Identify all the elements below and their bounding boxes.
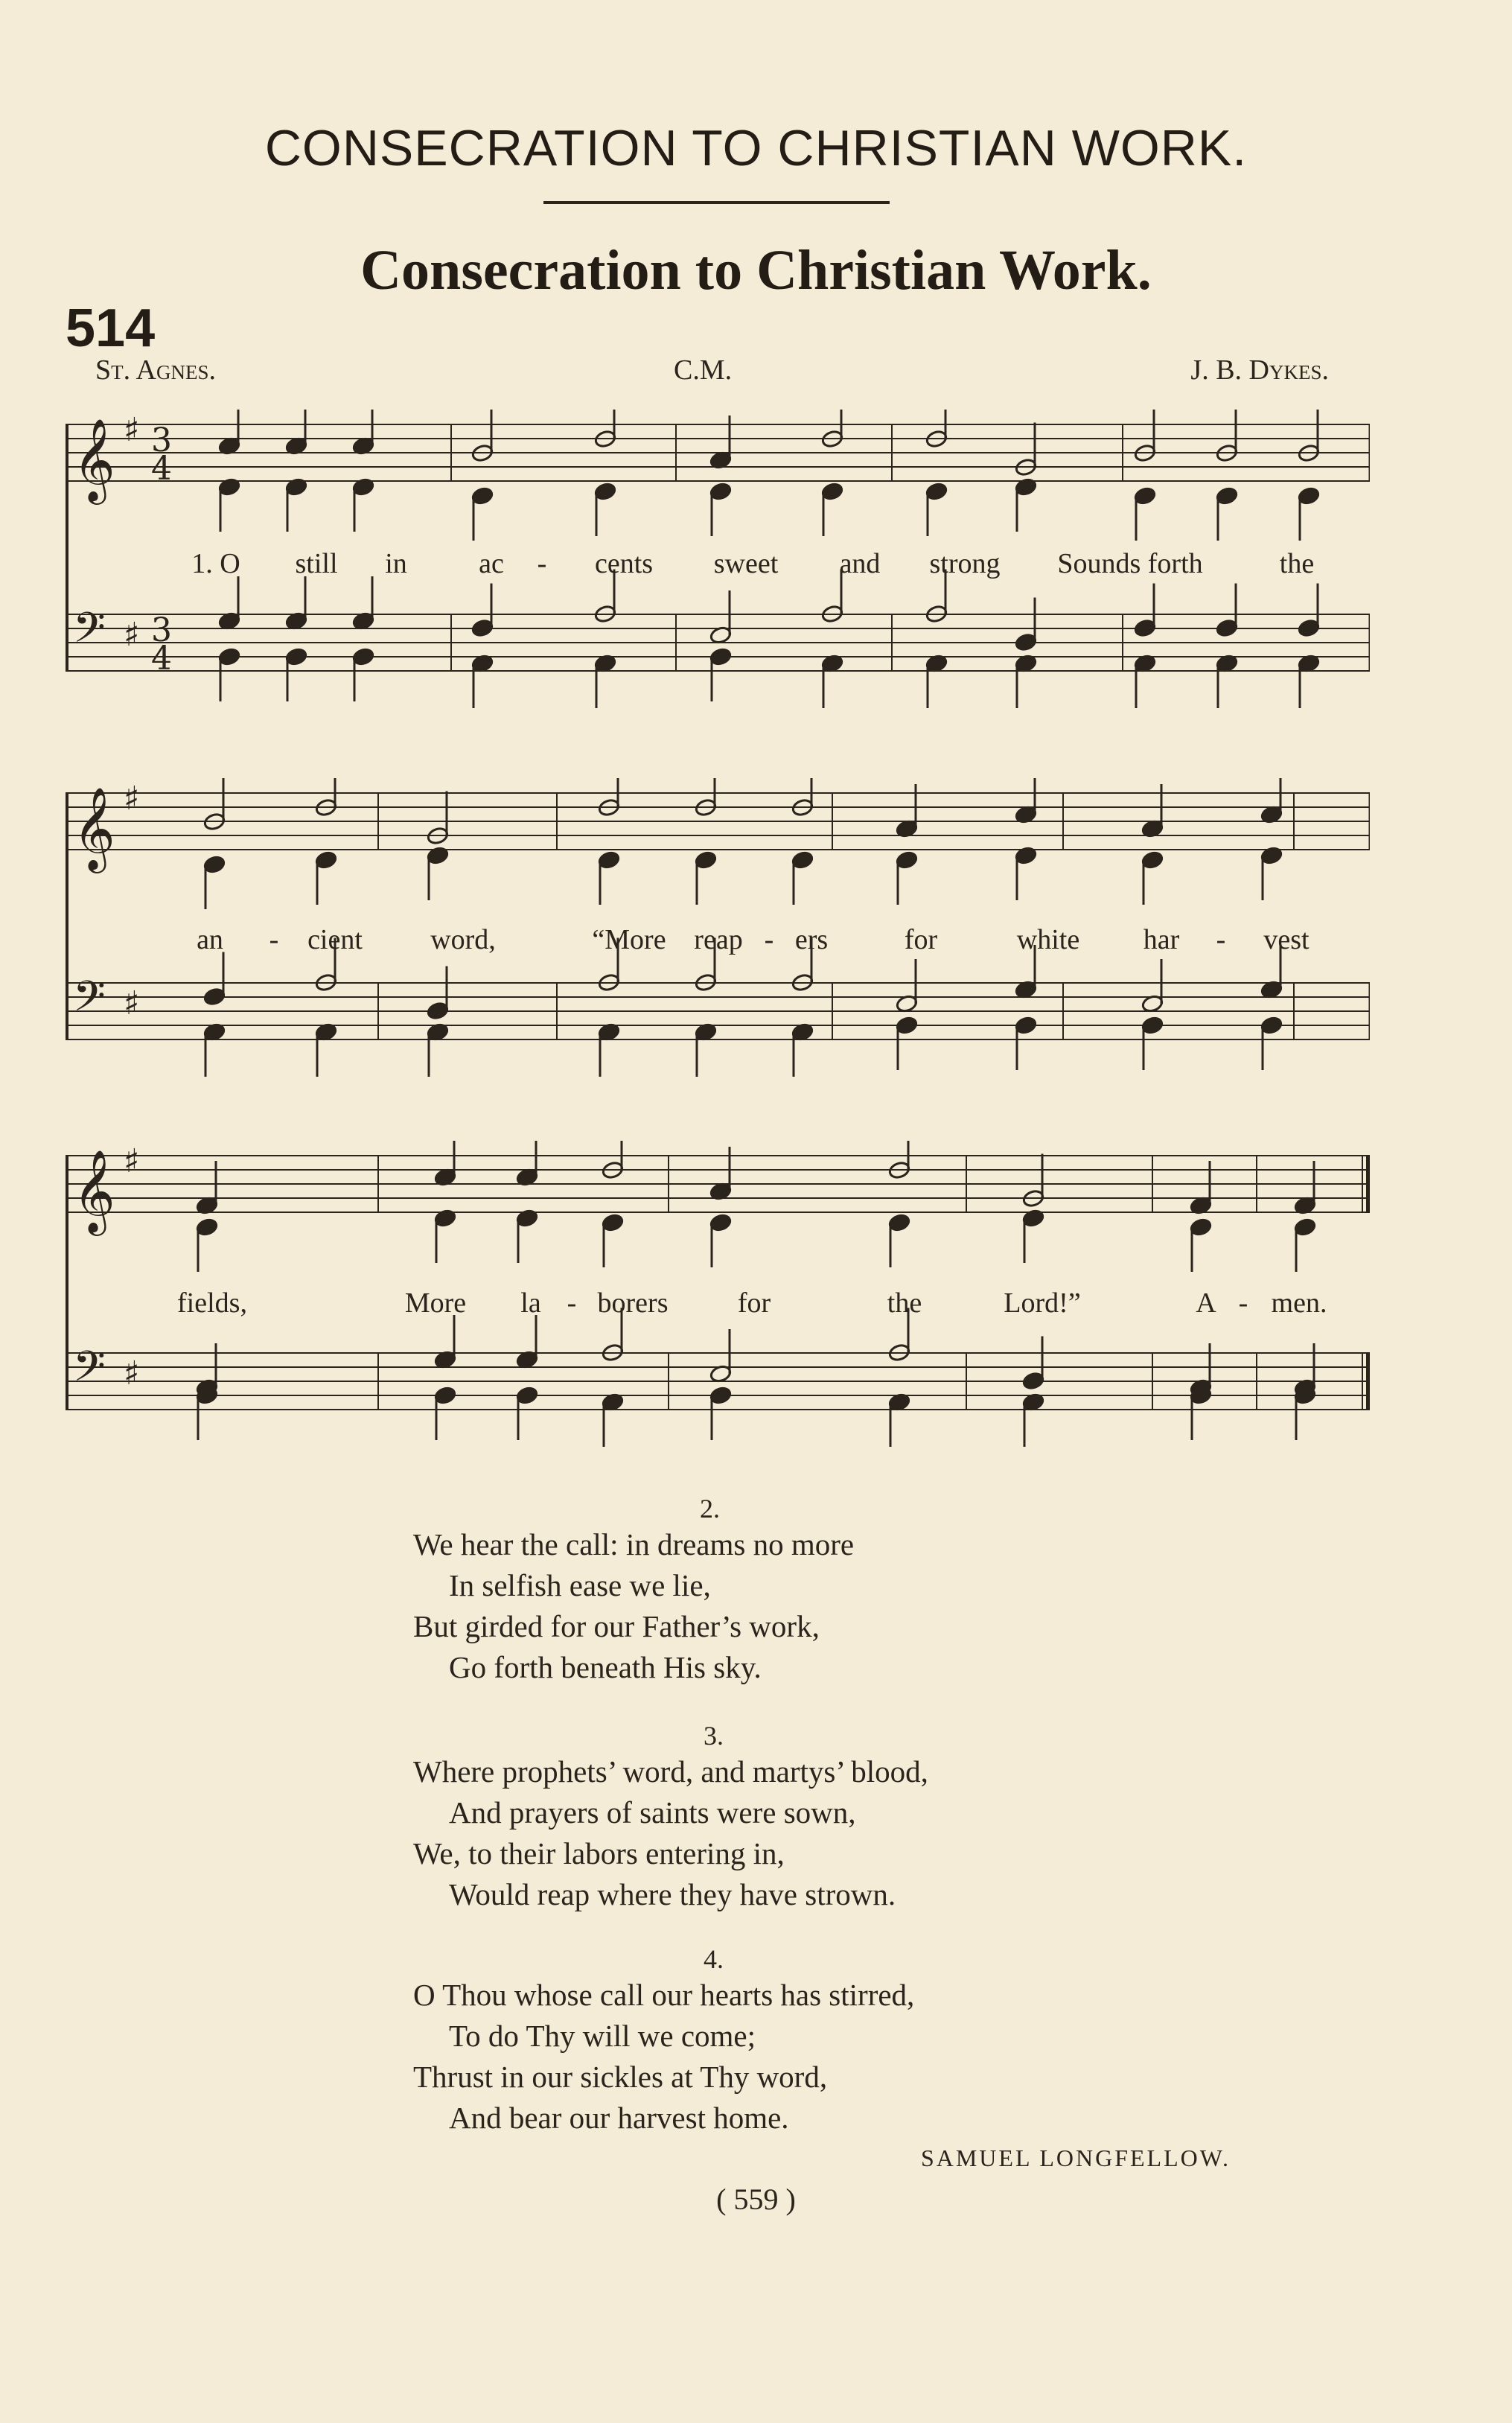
section-title: CONSECRATION TO CHRISTIAN WORK. [264,120,1248,176]
lyric-syllable: borers [597,1287,669,1319]
page-number: ( 559 ) [716,2182,796,2216]
lyric-syllable: Lord!” [1004,1287,1081,1319]
meter-label: C.M. [674,354,733,386]
lyric-syllable: an [197,924,223,955]
lyric-syllable: and [839,548,881,579]
hymn-number: 514 [66,299,156,358]
verse-line: Would reap where they have strown. [449,1877,896,1911]
clef-glyph: ♯ [124,411,140,449]
verse-line: To do Thy will we come; [449,2019,756,2053]
clef-glyph: 3 [151,421,172,459]
composer-name: J. B. Dykes. [1190,354,1329,386]
tune-name: St. Agnes. [95,354,216,386]
lyric-syllable: cient [307,924,363,955]
lyric-syllable: the [1279,548,1315,579]
clef-glyph: 𝄢 [73,604,106,663]
clef-glyph: 𝄞 [73,418,115,501]
lyric-syllable: 1. O [191,548,240,579]
lyric-syllable: sweet [713,548,779,579]
lyric-syllable: strong [929,548,1001,579]
verse-line: We, to their labors entering in, [413,1836,785,1870]
verse-number: 4. [704,1944,724,1974]
lyric-syllable: men. [1271,1287,1327,1319]
verse-line: And bear our harvest home. [449,2101,789,2135]
clef-glyph: 4 [151,450,172,488]
clef-glyph: ♯ [124,616,140,654]
verse-number: 3. [704,1721,724,1751]
clef-glyph: 𝄢 [73,972,106,1031]
lyric-syllable: - [764,924,774,955]
verse-line: But girded for our Father’s work, [413,1609,820,1643]
lyric-syllable: “More [592,924,666,955]
verse-line: And prayers of saints were sown, [449,1795,856,1830]
clef-glyph: 𝄢 [73,1343,106,1401]
lyric-syllable: - [269,924,279,955]
lyric-syllable: the [887,1287,922,1319]
lyric-syllable: - [1238,1287,1248,1319]
verse-line: In selfish ease we lie, [449,1568,711,1602]
lyric-syllable: Sounds forth [1057,548,1203,579]
lyric-syllable: A [1196,1287,1216,1319]
lyric-syllable: ac [479,548,504,579]
lyric-syllable: vest [1263,924,1310,955]
lyric-syllable: in [385,548,407,579]
verse-line: Go forth beneath His sky. [449,1650,762,1684]
lyric-syllable: still [295,548,338,579]
music-system-3 [66,1141,1370,1468]
staff-graphic [66,1141,1370,1468]
lyric-syllable: - [567,1287,577,1319]
verse-line: Where prophets’ word, and martys’ blood, [413,1754,928,1789]
lyric-syllable: har [1143,924,1180,955]
lyric-syllable: for [904,924,938,955]
lyric-syllable: ers [794,924,829,955]
clef-glyph: ♯ [124,1142,140,1180]
lyric-syllable: reap [694,924,743,955]
title-rule [543,201,890,204]
verse-line: We hear the call: in dreams no more [413,1527,855,1561]
clef-glyph: 4 [151,640,172,678]
lyric-syllable: fields, [177,1287,247,1319]
lyric-syllable: for [737,1287,771,1319]
lyric-syllable: - [537,548,547,579]
lyric-syllable: word, [430,924,496,955]
clef-glyph: 𝄞 [73,786,115,870]
clef-glyph: ♯ [124,984,140,1022]
lyric-syllable: - [1216,924,1226,955]
hymn-title: Consecration to Christian Work. [360,239,1152,302]
clef-glyph: ♯ [124,1354,140,1392]
verse-number: 2. [700,1494,720,1523]
lyric-syllable: la [520,1287,541,1319]
lyric-syllable: white [1016,924,1080,955]
clef-glyph: 3 [151,611,172,649]
clef-glyph: ♯ [124,780,140,818]
lyric-syllable: More [404,1287,467,1319]
verse-line: O Thou whose call our hearts has stirred, [413,1978,915,2012]
verse-line: Thrust in our sickles at Thy word, [413,2060,828,2094]
author-name: SAMUEL LONGFELLOW. [920,2145,1231,2171]
lyric-syllable: cents [594,548,654,579]
clef-glyph: 𝄞 [73,1149,115,1232]
